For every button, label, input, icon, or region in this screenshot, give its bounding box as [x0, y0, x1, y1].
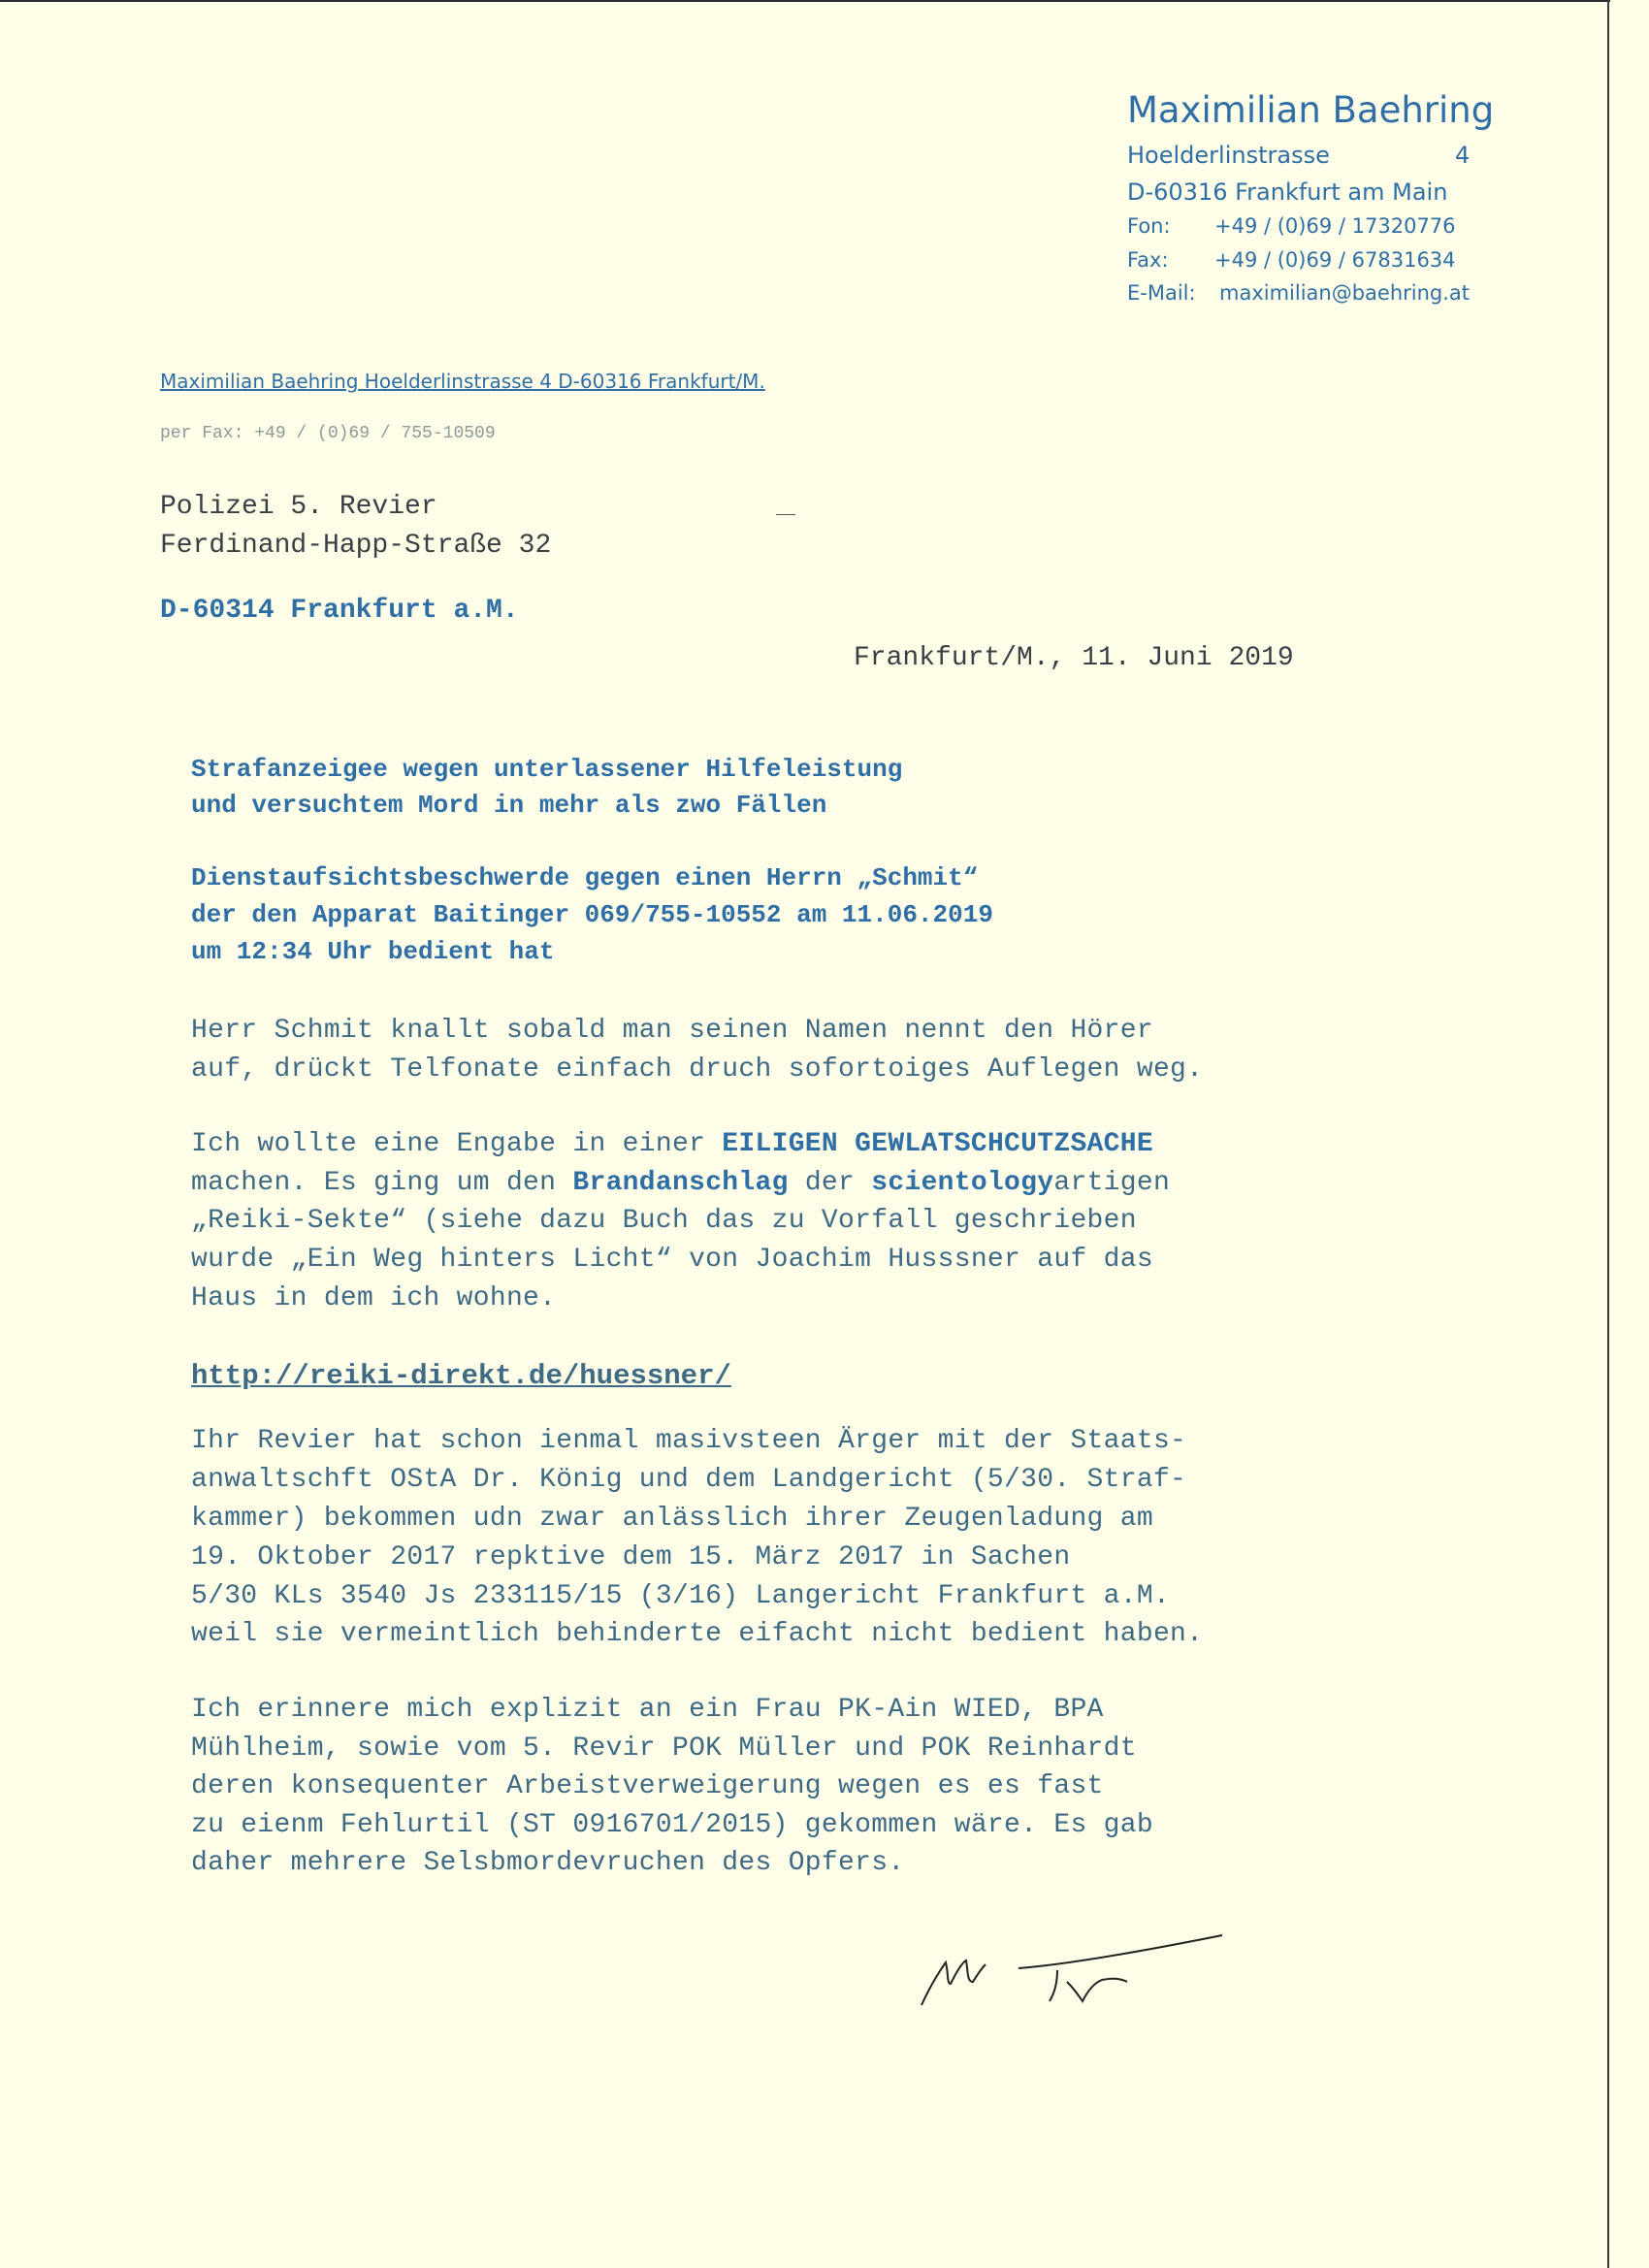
email-label: E-Mail: [1127, 281, 1196, 305]
paragraph-4-line-3: deren konsequenter Arbeistverweigerung wegen es es fast [191, 1771, 1104, 1801]
paragraph-4-line-4: zu eienm Fehlurtil (ST 0916701/2015) gekommen wäre. Es gab [191, 1810, 1153, 1840]
scientology-emphasis: scientology [871, 1168, 1054, 1198]
paragraph-1-line-1: Herr Schmit knallt sobald man seinen Namen nennt den Hörer [191, 1016, 1153, 1046]
phone-number: +49 / (0)69 / 17320776 [1214, 214, 1456, 238]
paragraph-4-line-1: Ich erinnere mich explizit an ein Frau PK-Ain WIED, BPA [191, 1695, 1104, 1725]
paragraph-3-line-4: 19. Oktober 2017 repktive dem 15. März 2017 in Sachen [191, 1542, 1071, 1572]
paragraph-3-line-2: anwaltschft OStA Dr. König und dem Landgericht (5/30. Straf- [191, 1465, 1187, 1495]
paragraph-4-line-5: daher mehrere Selsbmordevruchen des Opfers. [191, 1848, 905, 1878]
paragraph-2-line-1: Ich wollte eine Engabe in einer EILIGEN GEWLATSCHCUTZSACHE [191, 1129, 1153, 1159]
urgent-matter-emphasis: EILIGEN GEWLATSCHCUTZSACHE [722, 1129, 1153, 1159]
handwritten-signature [912, 1926, 1232, 2013]
paragraph-3-line-1: Ihr Revier hat schon ienmal masivsteen Ärger mit der Staats- [191, 1426, 1187, 1456]
paragraph-2-line-3: „Reiki-Sekte“ (siehe dazu Buch das zu Vorfall geschrieben [191, 1206, 1137, 1236]
paragraph-4-line-2: Mühlheim, sowie vom 5. Revir POK Müller und POK Reinhardt [191, 1733, 1137, 1764]
scan-edge-right [1607, 0, 1609, 2268]
scan-edge-top [0, 0, 1610, 2]
phone-label: Fon: [1127, 214, 1171, 238]
sender-name: Maximilian Baehring [1127, 89, 1495, 131]
subject-line-1: Strafanzeigee wegen unterlassener Hilfeleistung [191, 755, 903, 784]
paragraph-3-line-5: 5/30 KLs 3540 Js 233115/15 (3/16) Langericht Frankfurt a.M. [191, 1581, 1171, 1611]
subject-line-5: um 12:34 Uhr bedient hat [191, 937, 555, 966]
subject-line-2: und versuchtem Mord in mehr als zwo Fällen [191, 791, 827, 820]
paragraph-1-line-2: auf, drückt Telfonate einfach druch sofortoiges Auflegen weg. [191, 1054, 1204, 1085]
paragraph-3-line-3: kammer) bekommen udn zwar anlässlich ihrer Zeugenladung am [191, 1504, 1153, 1534]
reference-link[interactable]: http://reiki-direkt.de/huessner/ [191, 1360, 731, 1392]
sender-street: Hoelderlinstrasse [1127, 142, 1330, 169]
paragraph-3-line-6: weil sie vermeintlich behinderte eifacht nicht bedient haben. [191, 1619, 1204, 1649]
email-address: maximilian@baehring.at [1219, 281, 1471, 305]
recipient-line-2: Ferdinand-Happ-Straße 32 [160, 531, 552, 561]
paragraph-2-line-4: wurde „Ein Weg hinters Licht“ von Joachim Husssner auf das [191, 1245, 1153, 1275]
paragraph-2-line-5: Haus in dem ich wohne. [191, 1283, 557, 1313]
subject-line-4: der den Apparat Baitinger 069/755-10552 am 11.06.2019 [191, 900, 993, 929]
pen-mark [776, 514, 795, 515]
paragraph-2-line-2: machen. Es ging um den Brandanschlag der scientologyartigen [191, 1168, 1171, 1198]
letter-date: Frankfurt/M., 11. Juni 2019 [854, 643, 1294, 673]
subject-line-3: Dienstaufsichtsbeschwerde gegen einen Herrn „Schmit“ [191, 863, 979, 892]
fax-number: +49 / (0)69 / 67831634 [1214, 248, 1456, 272]
sender-house-number: 4 [1455, 142, 1471, 169]
recipient-city: D-60314 Frankfurt a.M. [160, 596, 519, 626]
arson-emphasis: Brandanschlag [572, 1168, 789, 1198]
recipient-line-1: Polizei 5. Revier [160, 492, 437, 522]
return-address: Maximilian Baehring Hoelderlinstrasse 4 D-60316 Frankfurt/M. [160, 370, 765, 393]
sender-city: D-60316 Frankfurt am Main [1127, 178, 1448, 206]
fax-destination: per Fax: +49 / (0)69 / 755-10509 [160, 424, 496, 443]
fax-label: Fax: [1127, 248, 1169, 272]
